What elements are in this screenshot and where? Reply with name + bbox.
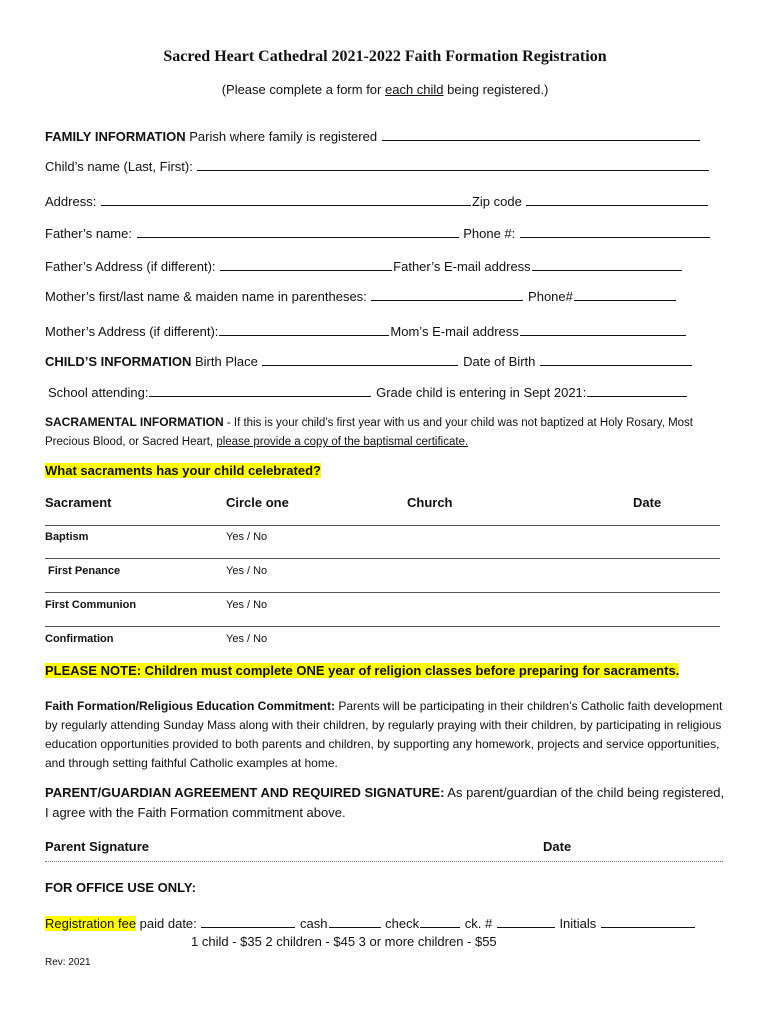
table-header-sacrament: Sacrament [45,495,112,510]
address-label: Address: [45,194,97,209]
mom-email-field[interactable] [520,322,686,336]
father-email-field[interactable] [532,257,682,271]
table-rule [45,558,720,559]
mother-phone-field[interactable] [574,287,676,301]
sacrament-circle[interactable]: Yes / No [226,531,268,543]
father-address-row [45,257,683,274]
mom-email-label: Mom’s E-mail address [390,324,519,339]
table-header-date: Date [633,495,662,510]
zip-label: Zip code [471,194,522,209]
signature-date-label: Date [543,839,572,854]
paid-date-label: paid date: [136,916,197,931]
mother-address-row [45,322,687,339]
revision-label: Rev: 2021 [45,957,91,968]
sacrament-note-text: PLEASE NOTE: Children must complete ONE year of religion classes before preparing for sacraments. [45,663,680,678]
father-name-field[interactable] [137,224,459,238]
birth-place-label: Birth Place [194,354,258,369]
table-rule [45,626,720,627]
dob-field[interactable] [540,352,692,366]
sacraments-question-text: What sacraments has your child celebrated? [45,463,321,478]
grade-label: Grade child is entering in Sept 2021: [376,385,587,400]
signature-line[interactable] [45,861,723,862]
table-header-church: Church [407,495,453,510]
mother-address-field[interactable] [219,322,389,336]
father-email-label: Father’s E-mail address [393,259,531,274]
sacraments-question [45,463,321,478]
initials-field[interactable] [601,914,695,928]
father-name-label: Father’s name: [45,226,132,241]
grade-field[interactable] [587,383,687,397]
parish-label: Parish where family is registered [189,129,378,144]
father-phone-field[interactable] [520,224,710,238]
initials-label: Initials [559,916,597,931]
commitment-paragraph [45,697,725,773]
check-label: check [385,916,420,931]
address-field[interactable] [101,192,471,206]
zip-field[interactable] [526,192,708,206]
mother-name-field[interactable] [371,287,523,301]
cash-label: cash [300,916,328,931]
school-row [48,383,688,400]
mother-address-label: Mother’s Address (if different): [45,324,219,339]
sacrament-name: Confirmation [45,633,114,645]
agreement-text: As parent/guardian of the child being registered, I agree with the Faith Formation commitment above. [45,785,725,820]
fee-schedule: 1 child - $35 2 children - $45 3 or more children - $55 [191,934,497,949]
sacrament-name: Baptism [45,531,89,543]
child-name-row [45,157,710,174]
sacramental-section-label: SACRAMENTAL INFORMATION [45,415,224,429]
birth-row [45,352,693,369]
sacrament-name: First Penance [48,565,121,577]
birth-place-field[interactable] [262,352,458,366]
family-section-label: FAMILY INFORMATION [45,129,186,144]
table-rule [45,525,720,526]
page-title: Sacred Heart Cathedral 2021-2022 Faith Formation Registration [163,48,607,65]
cash-field[interactable] [329,914,381,928]
parent-signature-label: Parent Signature [45,839,150,854]
commitment-label: Faith Formation/Religious Education Commitment: [45,699,336,713]
parish-row [45,127,701,144]
father-address-field[interactable] [220,257,392,271]
sacrament-note [45,663,679,678]
parish-field[interactable] [382,127,700,141]
mother-name-label: Mother’s first/last name & maiden name in parentheses: [45,289,367,304]
school-field[interactable] [149,383,371,397]
sacrament-circle[interactable]: Yes / No [226,599,268,611]
sacrament-circle[interactable]: Yes / No [226,565,268,577]
commitment-text: Parents will be participating in their children’s Catholic faith development by regularly attending Sunday Mass along with their children, by regularly praying with their children, by participating in religious education opportunities provided to both parents and children, by supporting any homework, projects and service opportunities, and through setting faithful Catholic examples at home. [45,699,723,770]
address-row [45,192,709,209]
sacrament-circle[interactable]: Yes / No [226,633,268,645]
registration-fee-label: Registration fee [45,916,137,931]
registration-fee-row [45,914,696,931]
father-name-row [45,224,711,241]
ck-number-field[interactable] [497,914,555,928]
subtitle-suffix: being registered.) [443,82,549,97]
child-section-label: CHILD’S INFORMATION [45,354,192,369]
father-address-label: Father’s Address (if different): [45,259,216,274]
child-name-field[interactable] [197,157,709,171]
mother-phone-label: Phone# [528,289,573,304]
subtitle-underlined: each child [384,82,444,97]
office-use-label: FOR OFFICE USE ONLY: [45,880,196,895]
table-header-circle-one: Circle one [226,495,289,510]
father-phone-label: Phone #: [463,226,516,241]
agreement-label: PARENT/GUARDIAN AGREEMENT AND REQUIRED SIGNATURE: [45,785,445,800]
agreement-paragraph [45,783,725,823]
mother-name-row [45,287,677,304]
table-rule [45,592,720,593]
sacramental-text: - If this is your child’s first year with us and your child was not baptized at Holy Rosary, Most Precious Blood, or Sacred Heart, [45,417,693,448]
check-field[interactable] [420,914,460,928]
subtitle-prefix: (Please complete a form for [221,82,385,97]
sacrament-name: First Communion [45,599,137,611]
baptismal-certificate-note: please provide a copy of the baptismal certificate. [216,436,469,448]
school-label: School attending: [48,385,149,400]
paid-date-field[interactable] [201,914,295,928]
child-name-label: Child’s name (Last, First): [45,159,193,174]
ck-number-label: ck. # [464,916,493,931]
dob-label: Date of Birth [463,354,536,369]
page-subtitle [0,82,770,97]
sacramental-info [45,413,725,452]
